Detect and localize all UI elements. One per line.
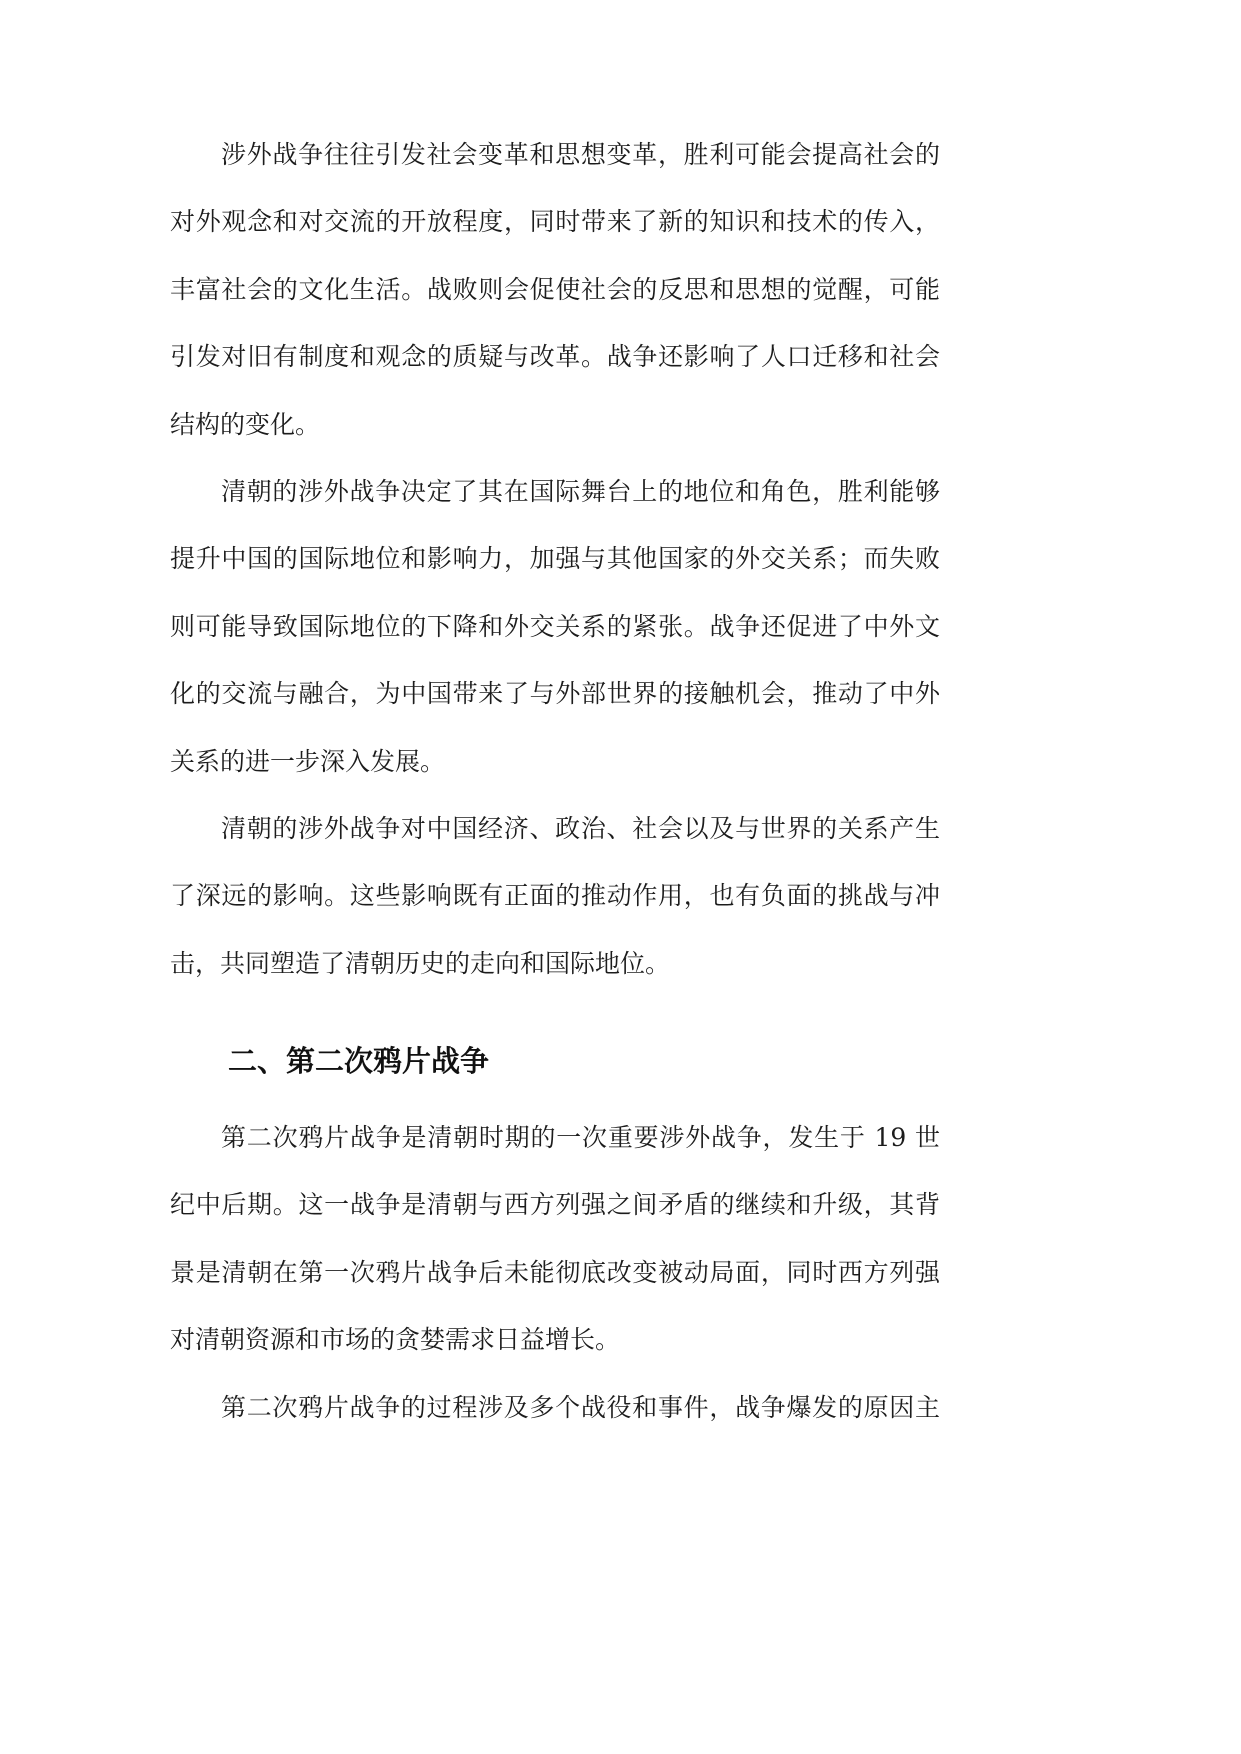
- paragraph-line: 清朝的涉外战争对中国经济、政治、社会以及与世界的关系产生: [221, 813, 940, 843]
- paragraph-line: 第二次鸦片战争的过程涉及多个战役和事件，战争爆发的原因主: [221, 1392, 940, 1422]
- paragraph-line: 纪中后期。这一战争是清朝与西方列强之间矛盾的继续和升级，其背: [170, 1190, 940, 1220]
- paragraph-line: 对外观念和对交流的开放程度，同时带来了新的知识和技术的传入，: [170, 207, 940, 237]
- paragraph-line: 化的交流与融合，为中国带来了与外部世界的接触机会，推动了中外: [170, 679, 940, 709]
- section-heading: 二、第二次鸦片战争: [228, 1044, 490, 1078]
- paragraph: [170, 1104, 940, 1374]
- paragraph-line: 了深远的影响。这些影响既有正面的推动作用，也有负面的挑战与冲: [170, 881, 940, 911]
- paragraph-line: 丰富社会的文化生活。战败则会促使社会的反思和思想的觉醒，可能: [170, 274, 940, 304]
- text-block-lower: [170, 1104, 940, 1441]
- paragraph-line: 结构的变化。: [170, 409, 321, 439]
- paragraph-line: 击，共同塑造了清朝历史的走向和国际地位。: [170, 948, 671, 978]
- paragraph: [170, 121, 940, 458]
- paragraph-line: 提升中国的国际地位和影响力，加强与其他国家的外交关系；而失败: [170, 544, 940, 574]
- paragraph-line: 景是清朝在第一次鸦片战争后未能彻底改变被动局面，同时西方列强: [170, 1257, 940, 1287]
- paragraph-line: 关系的进一步深入发展。: [170, 746, 446, 776]
- paragraph: [170, 458, 940, 795]
- paragraph-line: 涉外战争往往引发社会变革和思想变革，胜利可能会提高社会的: [221, 140, 940, 169]
- paragraph: [170, 795, 940, 997]
- paragraph-line: 引发对旧有制度和观念的质疑与改革。战争还影响了人口迁移和社会: [170, 342, 940, 372]
- paragraph-line: 则可能导致国际地位的下降和外交关系的紧张。战争还促进了中外文: [170, 611, 940, 641]
- text-block-upper: [170, 121, 940, 997]
- paragraph-line: 对清朝资源和市场的贪婪需求日益增长。: [170, 1325, 621, 1355]
- paragraph-line: 清朝的涉外战争决定了其在国际舞台上的地位和角色，胜利能够: [221, 476, 940, 506]
- paragraph-line: 第二次鸦片战争是清朝时期的一次重要涉外战争，发生于 19 世: [221, 1123, 940, 1152]
- paragraph: [170, 1374, 940, 1441]
